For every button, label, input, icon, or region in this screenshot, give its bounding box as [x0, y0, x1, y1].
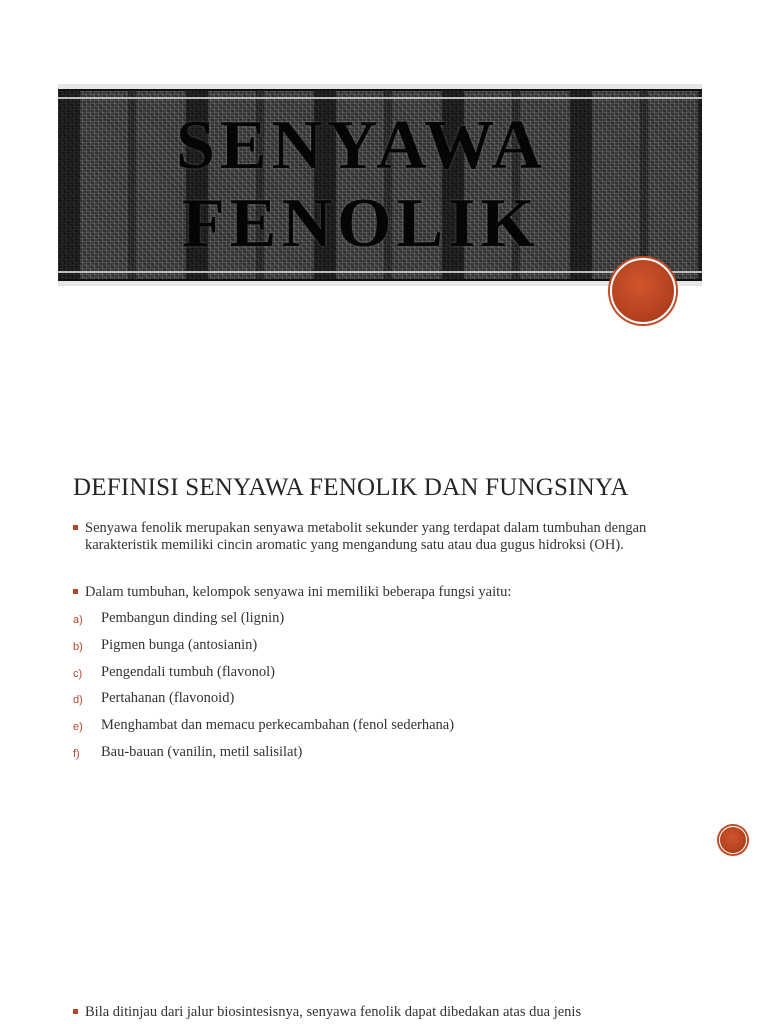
bullet-text: Senyawa fenolik merupakan senyawa metabolit sekunder yang terdapat dalam tumbuhan dengan karakteristik memiliki cincin aromatic yang mengandung satu atau dua gugus hidroksi (OH).	[85, 520, 647, 553]
bullet-square-icon	[73, 525, 78, 530]
list-letter: f)	[73, 748, 80, 760]
bullet-biosynthesis	[73, 1004, 703, 1021]
list-text: Menghambat dan memacu perkecambahan (fenol sederhana)	[101, 717, 455, 733]
list-letter: e)	[73, 721, 83, 733]
bullet-square-icon	[73, 589, 78, 594]
bullet-text: Dalam tumbuhan, kelompok senyawa ini memiliki beberapa fungsi yaitu:	[85, 584, 512, 600]
decorative-orb-small-icon	[719, 826, 747, 854]
list-letter: a)	[73, 614, 83, 626]
slide-title-line1: SENYAWA	[176, 107, 547, 184]
bullet-functions-intro	[73, 584, 703, 601]
list-letter: b)	[73, 641, 83, 653]
list-text: Bau-bauan (vanilin, metil salisilat)	[101, 744, 303, 760]
bullet-square-icon	[73, 1009, 78, 1014]
title-banner	[58, 84, 702, 286]
decorative-orb-icon	[610, 258, 676, 324]
list-text: Pengendali tumbuh (flavonol)	[101, 664, 275, 680]
slide-heading: DEFINISI SENYAWA FENOLIK DAN FUNGSINYA	[73, 474, 629, 501]
slide-title-line2: FENOLIK	[182, 185, 540, 262]
list-text: Pigmen bunga (antosianin)	[101, 637, 258, 653]
title-slide	[0, 0, 768, 370]
content-slide	[0, 430, 768, 1024]
list-letter: d)	[73, 694, 83, 706]
bullet-text: Bila ditinjau dari jalur biosintesisnya, senyawa fenolik dapat dibedakan atas dua jenis	[85, 1004, 582, 1020]
list-letter: c)	[73, 668, 83, 680]
bullet-definition	[73, 520, 703, 554]
list-text: Pertahanan (flavonoid)	[101, 690, 235, 706]
list-text: Pembangun dinding sel (lignin)	[101, 610, 285, 626]
